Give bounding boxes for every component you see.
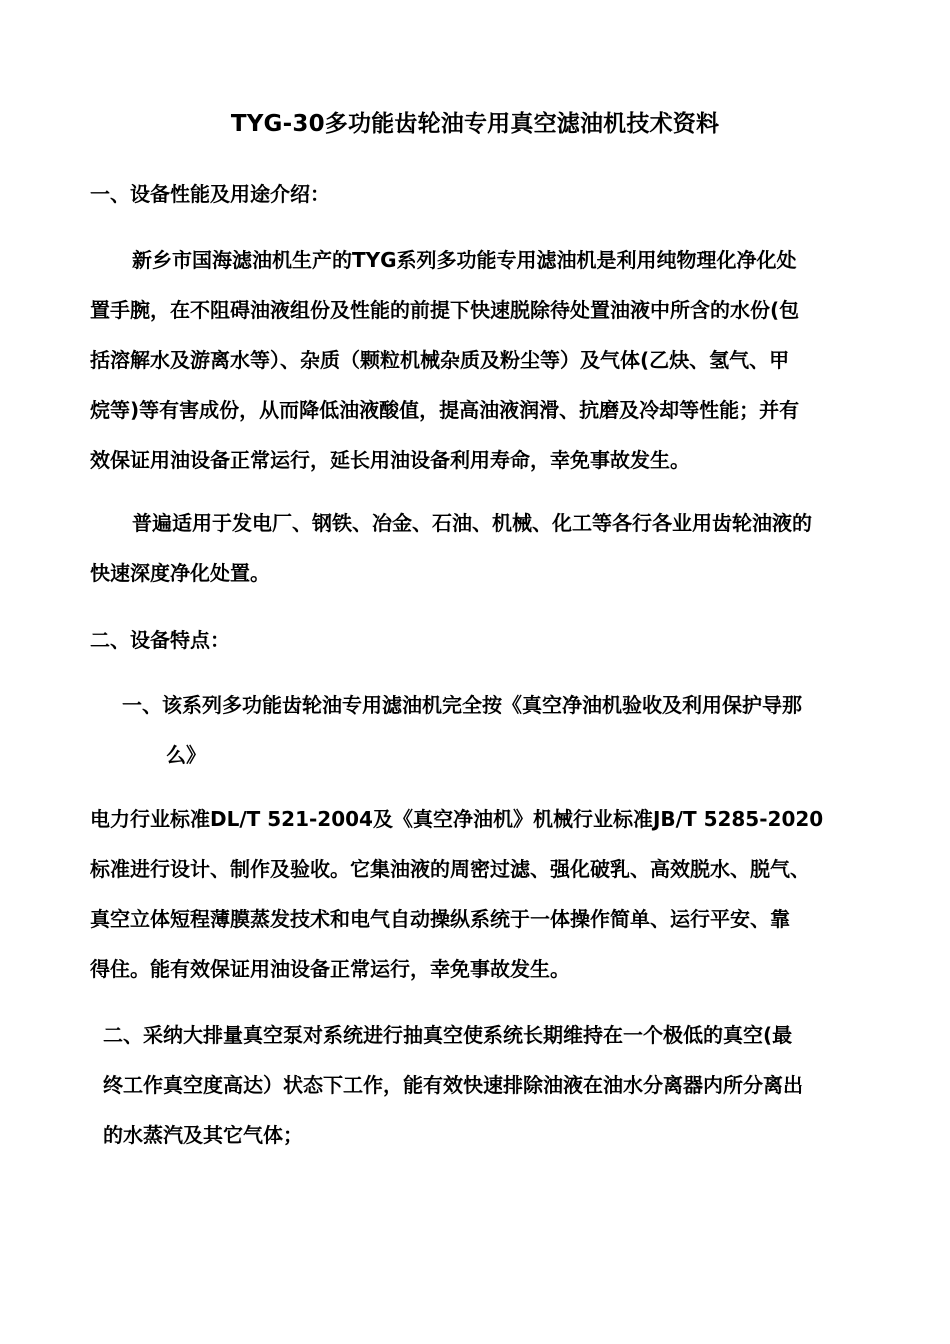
item-line: 二、采纳大排量真空泵对系统进行抽真空使系统长期维持在一个极低的真空(最 [103,1023,793,1047]
paragraph-line: 新乡市国海滤油机生产的TYG系列多功能专用滤油机是利用纯物理化净化处 [132,248,797,272]
item-line: 的水蒸汽及其它气体； [103,1123,303,1147]
document-title: TYG-30多功能齿轮油专用真空滤油机技术资料 [230,111,720,137]
paragraph-line: 括溶解水及游离水等）、杂质（颗粒机械杂质及粉尘等）及气体(乙炔、氢气、甲 [90,348,790,372]
section2-heading: 二、设备特点： [90,628,230,652]
paragraph-line: 普遍适用于发电厂、钢铁、冶金、石油、机械、化工等各行各业用齿轮油液的 [132,511,812,535]
section2-item-2 [103,1010,903,1160]
paragraph-line: 效保证用油设备正常运行，延长用油设备利用寿命，幸免事故发生。 [90,448,690,472]
paragraph-line: 标准进行设计、制作及验收。它集油液的周密过滤、强化破乳、高效脱水、脱气、 [90,857,810,881]
item-line: 一、该系列多功能齿轮油专用滤油机完全按《真空净油机验收及利用保护导那 [122,693,802,717]
item-line: 么》 [166,743,206,767]
section1-paragraph-1 [90,235,902,485]
paragraph-line: 快速深度净化处置。 [90,561,270,585]
paragraph-line: 置手腕，在不阻碍油液组份及性能的前提下快速脱除待处置油液中所含的水份(包 [90,298,800,322]
paragraph-line: 得住。能有效保证用油设备正常运行，幸免事故发生。 [90,957,570,981]
paragraph-line: 真空立体短程薄膜蒸发技术和电气自动操纵系统于一体操作简单、运行平安、靠 [90,907,790,931]
item-line: 终工作真空度高达）状态下工作，能有效快速排除油液在油水分离器内所分离出 [103,1073,803,1097]
section2-item-1-body [90,794,902,994]
section2-item-1 [122,680,902,780]
paragraph-line: 烷等)等有害成份，从而降低油液酸值，提高油液润滑、抗磨及冷却等性能；并有 [90,398,800,422]
section1-heading: 一、设备性能及用途介绍： [90,182,330,206]
section1-paragraph-2 [90,498,902,598]
paragraph-line: 电力行业标准DL/T 521-2004及《真空净油机》机械行业标准JB/T 5285-2020 [90,807,824,831]
